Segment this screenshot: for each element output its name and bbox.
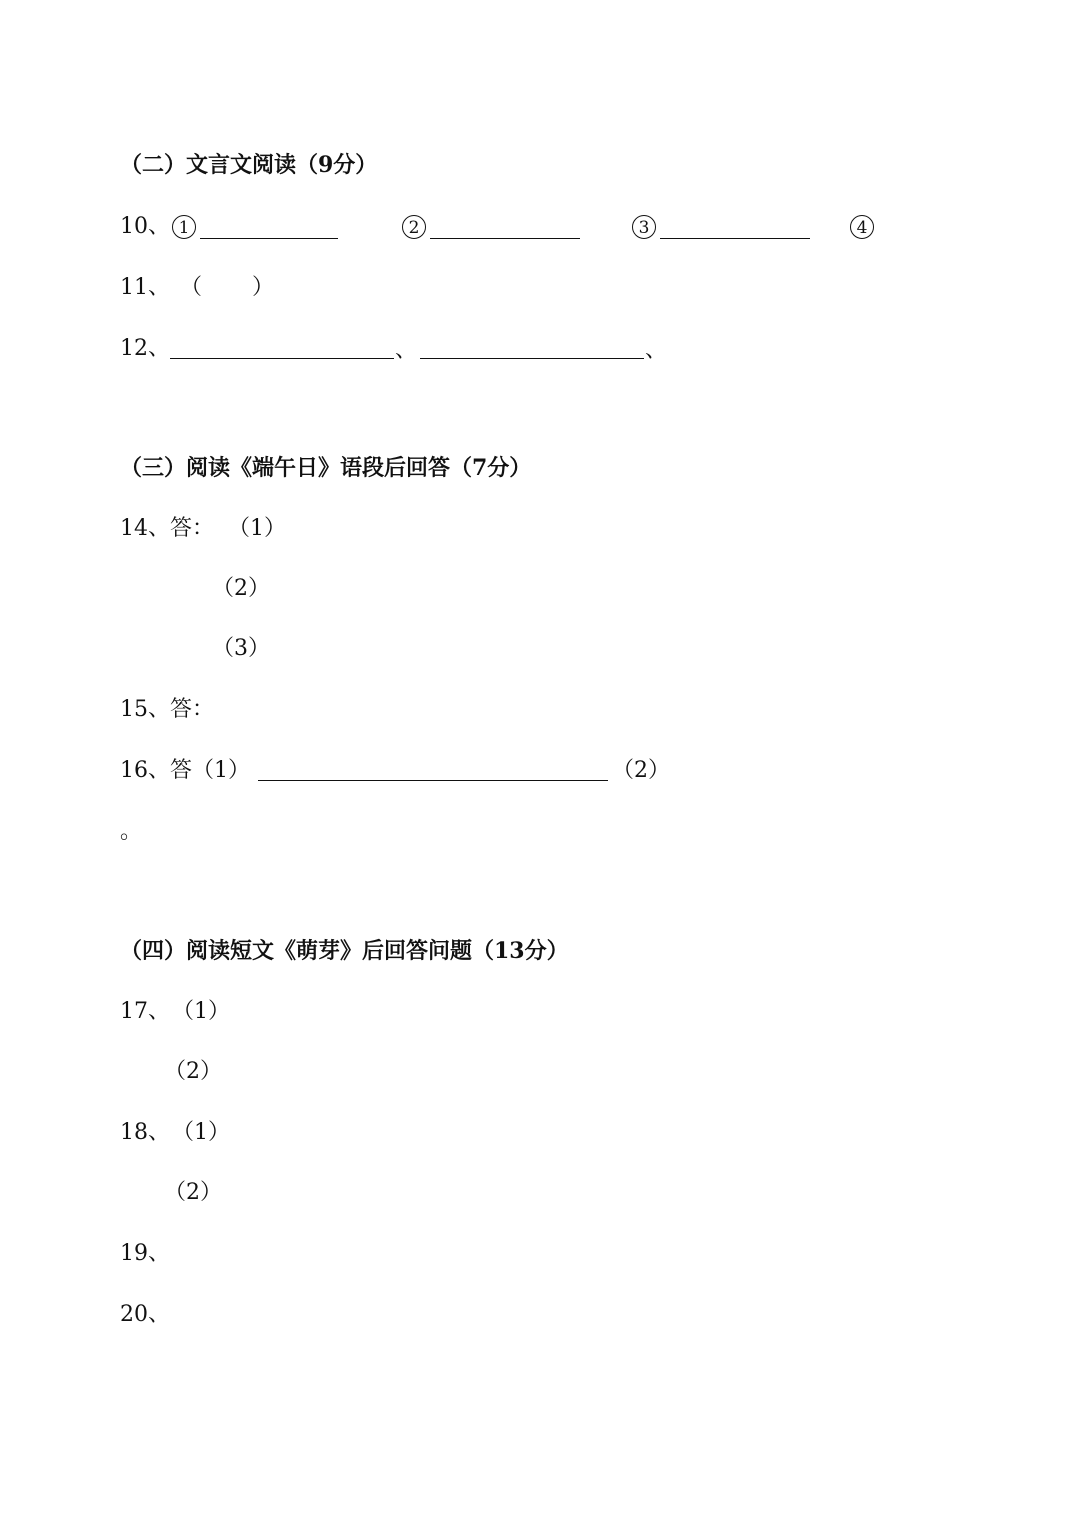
q10-mark-2: 2: [402, 215, 426, 239]
q11-row: [120, 273, 170, 303]
q10-blank-3[interactable]: [660, 216, 810, 239]
q10-blank-2[interactable]: [430, 216, 580, 239]
section4-heading: （四）阅读短文《萌芽》后回答问题（13分）: [120, 938, 569, 964]
q18-part-1: （1）: [172, 1120, 230, 1145]
q16-blank-1[interactable]: [258, 758, 608, 781]
q17-label: 17、: [120, 999, 170, 1024]
q17-part-1: （1）: [172, 999, 230, 1024]
q11-label: 11、: [120, 275, 170, 300]
q10-mark-3: 3: [632, 215, 656, 239]
q10-blank-1[interactable]: [200, 216, 338, 239]
q16-part-2: （2）: [612, 758, 670, 783]
q18-part-2: （2）: [164, 1180, 222, 1205]
q11-paren-close: ）: [252, 275, 275, 300]
section3-heading: （三）阅读《端午日》语段后回答（7分）: [120, 455, 532, 481]
q12-label: 12、: [120, 336, 170, 361]
q10-mark-4: 4: [850, 215, 874, 239]
q18-label: 18、: [120, 1120, 170, 1145]
q12-sep-2: 、: [645, 338, 668, 363]
q12-sep-1: 、: [395, 338, 418, 363]
q10-mark-1: 1: [172, 215, 196, 239]
q14-part-2: （2）: [212, 576, 270, 601]
q16-end: 。: [120, 819, 143, 844]
section2-heading: （二）文言文阅读（9分）: [120, 152, 378, 178]
q10-label: 10、: [120, 214, 170, 239]
q16-label: 16、答（1）: [120, 758, 250, 783]
q17-part-2: （2）: [164, 1059, 222, 1084]
q10-row: [120, 212, 170, 242]
q20-label: 20、: [120, 1302, 170, 1327]
q14-label: 14、答：: [120, 516, 214, 541]
q14-part-1: （1）: [228, 516, 286, 541]
q12-row: [120, 334, 170, 364]
q14-part-3: （3）: [212, 636, 270, 661]
q12-blank-2[interactable]: [420, 336, 644, 359]
q11-paren-open: （: [180, 275, 203, 300]
q12-blank-1[interactable]: [170, 336, 394, 359]
q19-label: 19、: [120, 1241, 170, 1266]
q15-label: 15、答：: [120, 697, 214, 722]
